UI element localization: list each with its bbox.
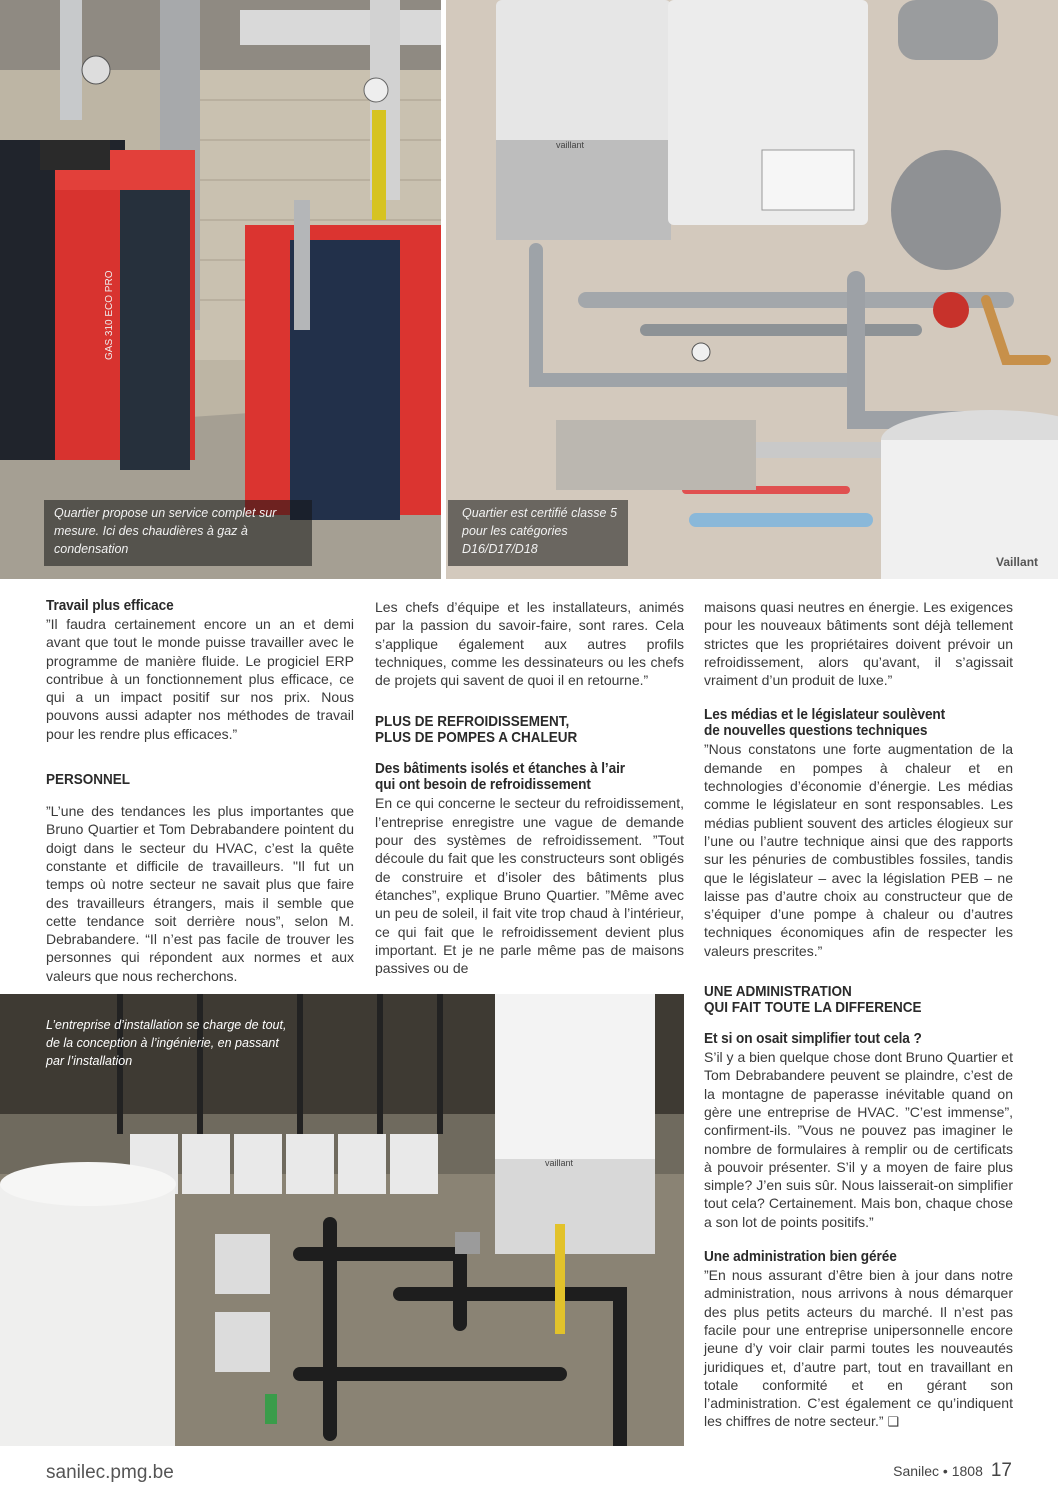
heading-medias-legislateur: Les médias et le législateur soulèvent de nouvelles questions techniques xyxy=(704,707,946,740)
page-number: 17 xyxy=(990,1460,1012,1481)
paragraph-paperasse: S’il y a bien quelque chose dont Bruno Quartier et Tom Debrabandere peuvent se plaindre, c’est de la montagne de paperasse inévitable quand on gère une entreprise de HVAC. ”C’est immense”, confirment-ils. ”Vous ne pouvez pas imaginer le nombre de formulaires à remplir ou de certificats à pouvoir présenter. S’il y a moyen de faire plus simple? J’en suis sûr. Nous laisserait-on simplifier tout cela? Certainement. Mais bon, chaque chose a son lot de points positifs.” xyxy=(704,1049,1013,1230)
paragraph-administration xyxy=(704,1266,1013,1433)
heading-batiments-isoles: Des bâtiments isolés et étanches à l’air qui ont besoin de refroidissement xyxy=(375,761,626,794)
paragraph-administration-text: ”En nous assurant d’être bien à jour dans notre administration, nous arrivons à nous démarquer des plus petits acteurs du marché. Il n’est pas facile pour une entreprise unipersonnelle encore jeune d’y voir clair parmi toutes les nouveautés juridiques et, d’autre part, tout en travaillant en totale conformité et en gérant son l’administration. C’est également ce qu’indiquent les chiffres de notre secteur.” xyxy=(704,1267,1013,1430)
photo-boiler-room xyxy=(0,0,441,579)
footer-url[interactable]: sanilec.pmg.be xyxy=(46,1462,174,1483)
column-1 xyxy=(46,598,354,985)
heading-travail-plus-efficace: Travail plus efficace xyxy=(46,598,174,614)
paragraph-pompes-chaleur: ”Nous constatons une forte augmentation de la demande en pompes à chaleur et en technologies d’économie d’énergie. Les médias comme le législateur en sont responsables. Les médias publient souvent des articles élogieux sur l’une ou l’autre technique ainsi que des rapports sur les pénuries de combustibles fossiles, tandis que le législateur – avec la législation PEB – ne laisse pas d’autre choix au constructeur que de s’équiper d’une pompe à chaleur ou d’autres techniques économiques afin de respecter les valeurs prescrites.” xyxy=(704,741,1013,959)
photo3-caption: L’entreprise d’installation se charge de tout, de la conception à l’ingénierie, en passant par l’installation xyxy=(46,1018,287,1068)
photo2-caption: Quartier est certifié classe 5 pour les catégories D16/D17/D18 xyxy=(448,500,628,566)
boiler-label: GAS 310 ECO PRO xyxy=(104,270,115,360)
paragraph-chefs-equipe: Les chefs d’équipe et les installateurs, animés par la passion du savoir-faire, sont rares. Cela s’applique également aux autres profils techniques, comme les dessinateurs ou les chefs de projets qui savent de quoi il en retourne.” xyxy=(375,599,684,689)
heading-administration-bien-geree: Une administration bien gérée xyxy=(704,1249,897,1266)
column-3 xyxy=(704,598,1013,1433)
paragraph-maisons-neutres: maisons quasi neutres en énergie. Les exigences pour les nouveaux bâtiments sont déjà tellement strictes que les propriétaires doivent prévoir un refroidissement, alors qu’avant, il s’agissait vraiment d’un produit de luxe.” xyxy=(704,599,1013,689)
vaillant-logo-1: vaillant xyxy=(556,140,585,150)
photo1-caption: Quartier propose un service complet sur mesure. Ici des chaudières à gaz à condensation xyxy=(44,500,312,566)
paragraph-travail: ”Il faudra certainement encore un an et demi avant que tout le monde puisse travailler avec le programme de manière fluide. Le progiciel ERP contribue à un fonctionnement plus efficace, ce qui a un impact positif sur nos prix. Nous pouvons aussi adapter nos méthodes de travail pour les rendre plus efficaces.” xyxy=(46,616,354,742)
vaillant-logo-2: vaillant xyxy=(545,1158,574,1168)
section-refroidissement: PLUS DE REFROIDISSEMENT, PLUS DE POMPES A CHALEUR xyxy=(375,713,578,747)
footer-page-info xyxy=(893,1460,1012,1482)
paragraph-refroidissement: En ce qui concerne le secteur du refroidissement, l’entreprise enregistre une vague de demande pour des systèmes de refroidissement. ”Tout découle du fait que les constructeurs sont obligés de construire et d’isoler des bâtiments plus étanches”, explique Bruno Quartier. ”Même avec un peu de soleil, il fait vite trop chaud à l’intérieur, ce qui fait que le refroidissement devient plus important. Et je ne parle même pas de maisons passives ou de xyxy=(375,795,684,977)
paragraph-personnel: ”L’une des tendances les plus importantes que Bruno Quartier et Tom Debrabandere pointent du doigt dans le secteur du HVAC, c’est la quête constante et difficile de travailleurs. "Il fut un temps où notre secteur ne savait plus que faire des travailleurs étrangers, mais il semble que cette tendance soit derrière nous”, selon M. Debrabandere. “Il n’est pas facile de trouver les personnes qui répondent aux normes et aux valeurs que nous recherchons. xyxy=(46,803,354,984)
column-2 xyxy=(375,598,684,977)
photo-wall-installation xyxy=(446,0,1058,579)
end-mark-icon: ❑ xyxy=(887,1415,900,1431)
magazine-issue: Sanilec • 1808 xyxy=(893,1463,983,1479)
section-personnel: PERSONNEL xyxy=(46,771,131,789)
vaillant-label: Vaillant xyxy=(996,555,1039,569)
heading-simplifier: Et si on osait simplifier tout cela ? xyxy=(704,1031,922,1048)
photo-technical-room xyxy=(0,994,684,1446)
section-administration: UNE ADMINISTRATION QUI FAIT TOUTE LA DIFFERENCE xyxy=(704,983,922,1017)
